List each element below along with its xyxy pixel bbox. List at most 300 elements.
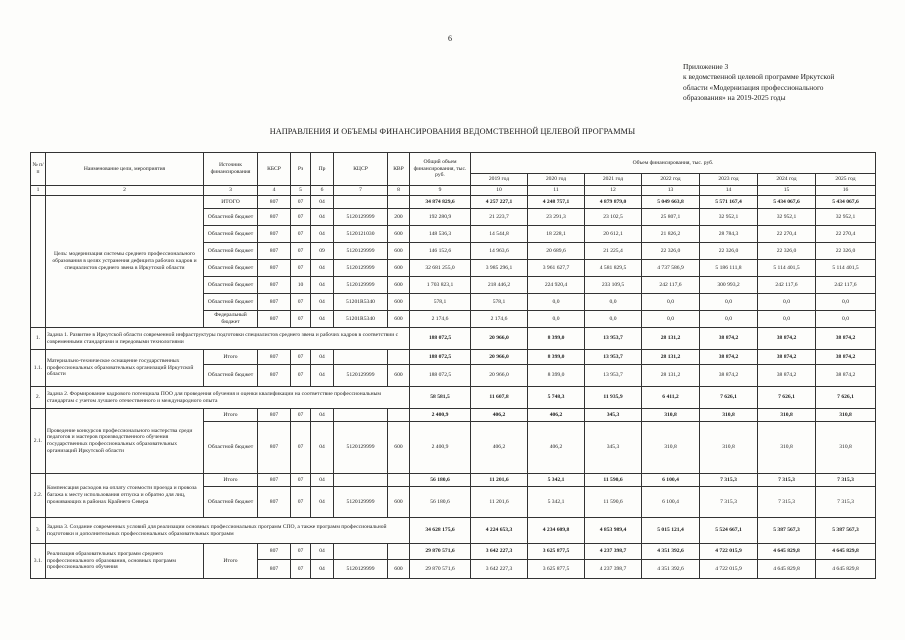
- column-number-cell: 6: [311, 186, 334, 196]
- kbsr-cell: 807: [258, 474, 291, 487]
- year-value-cell: 5 049 663,8: [642, 196, 700, 209]
- year-value-cell: 218 446,2: [471, 277, 528, 294]
- pr-cell: 04: [311, 487, 334, 518]
- pr-cell: 04: [311, 474, 334, 487]
- kbsr-cell: 807: [258, 365, 291, 387]
- year-value-cell: 242 117,6: [816, 277, 876, 294]
- column-number-cell: 5: [291, 186, 311, 196]
- kcsr-cell: 5120129999: [334, 243, 388, 260]
- year-value-cell: 310,8: [700, 422, 758, 474]
- task-row: [31, 387, 876, 409]
- year-value-cell: 4 581 829,5: [585, 260, 642, 277]
- year-value-cell: 18 228,1: [528, 226, 585, 243]
- appendix-line: области «Модернизация профессионального: [683, 82, 824, 92]
- year-value-cell: 4 224 653,3: [471, 518, 528, 544]
- pr-cell: 04: [311, 196, 334, 209]
- year-value-cell: 2 174,6: [471, 311, 528, 328]
- task-text-cell: Задача 3. Создание современных условий для реализации основных профессиональных программ СПО, а также программ профессиональной подготовки и дополнительных профессиональных образовательных программ: [46, 518, 410, 544]
- year-value-cell: 32 952,1: [816, 209, 876, 226]
- source-cell: Федеральный бюджет: [204, 311, 258, 328]
- header-cell: Рз: [291, 153, 311, 186]
- task-num-cell: 2.: [31, 387, 46, 409]
- goal-row: [31, 196, 876, 209]
- column-number-cell: 14: [700, 186, 758, 196]
- kcsr-cell: 5120129999: [334, 277, 388, 294]
- year-value-cell: 32 952,1: [700, 209, 758, 226]
- year-value-cell: 22 270,4: [758, 226, 816, 243]
- source-cell: Итого: [204, 350, 258, 365]
- measure-num-cell: 2.2.: [31, 474, 46, 518]
- year-value-cell: 14 963,6: [471, 243, 528, 260]
- source-cell: Областной бюджет: [204, 277, 258, 294]
- rz-cell: 07: [291, 243, 311, 260]
- kcsr-cell: 5120121030: [334, 226, 388, 243]
- year-value-cell: 5 387 567,3: [758, 518, 816, 544]
- pr-cell: 04: [311, 560, 334, 579]
- task-text-cell: Задача 1. Развитие в Иркутской области современной инфраструктуры подготовки специалистов среднего звена и рабочих кадров в соответствии с современными стандартами и передовыми технологиями: [46, 328, 410, 350]
- year-value-cell: 23 102,5: [585, 209, 642, 226]
- rz-cell: 07: [291, 560, 311, 579]
- header-row: [31, 153, 876, 174]
- year-value-cell: 4 853 989,4: [585, 518, 642, 544]
- kvr-cell: 600: [388, 294, 410, 311]
- rz-cell: 07: [291, 294, 311, 311]
- year-value-cell: 20 966,0: [471, 365, 528, 387]
- year-value-cell: 0,0: [642, 294, 700, 311]
- year-value-cell: 11 590,6: [585, 487, 642, 518]
- year-value-cell: 38 874,2: [816, 350, 876, 365]
- pr-cell: 09: [311, 243, 334, 260]
- year-header-cell: 2020 год: [528, 174, 585, 186]
- year-value-cell: 4 257 227,1: [471, 196, 528, 209]
- year-value-cell: 4 351 392,6: [642, 560, 700, 579]
- year-value-cell: 38 874,2: [700, 328, 758, 350]
- year-value-cell: 20 689,6: [528, 243, 585, 260]
- kcsr-cell: [334, 196, 388, 209]
- measure-row: [31, 350, 876, 365]
- year-value-cell: 406,2: [471, 409, 528, 422]
- column-number-cell: 3: [204, 186, 258, 196]
- total-cell: 188 072,5: [410, 365, 471, 387]
- rz-cell: 10: [291, 277, 311, 294]
- year-value-cell: 242 117,6: [642, 277, 700, 294]
- year-value-cell: 3 625 877,5: [528, 544, 585, 560]
- total-cell: 34 874 829,6: [410, 196, 471, 209]
- source-cell: Итого: [204, 409, 258, 422]
- task-num-cell: 3.: [31, 518, 46, 544]
- year-value-cell: 7 315,3: [700, 487, 758, 518]
- total-cell: 58 581,5: [410, 387, 471, 409]
- source-cell: Областной бюджет: [204, 294, 258, 311]
- kcsr-cell: 5120129999: [334, 209, 388, 226]
- year-value-cell: 4 737 586,9: [642, 260, 700, 277]
- source-cell: Областной бюджет: [204, 226, 258, 243]
- kvr-cell: 600: [388, 487, 410, 518]
- measure-num-cell: 1.1.: [31, 350, 46, 387]
- measure-row: [31, 409, 876, 422]
- kcsr-cell: [334, 350, 388, 365]
- year-value-cell: 22 326,0: [816, 243, 876, 260]
- rz-cell: 07: [291, 487, 311, 518]
- pr-cell: 04: [311, 294, 334, 311]
- task-num-cell: 1.: [31, 328, 46, 350]
- kvr-cell: 600: [388, 277, 410, 294]
- rz-cell: 07: [291, 226, 311, 243]
- year-value-cell: 3 642 227,3: [471, 560, 528, 579]
- rz-cell: 07: [291, 196, 311, 209]
- header-cell: Общий объем финансирования, тыс. руб.: [410, 153, 471, 186]
- total-cell: 2 174,6: [410, 311, 471, 328]
- year-value-cell: 14 544,8: [471, 226, 528, 243]
- year-value-cell: 5 571 167,4: [700, 196, 758, 209]
- year-header-cell: 2023 год: [700, 174, 758, 186]
- kbsr-cell: 807: [258, 350, 291, 365]
- year-header-cell: 2019 год: [471, 174, 528, 186]
- kcsr-cell: 5120129999: [334, 260, 388, 277]
- year-value-cell: 4 645 829,8: [816, 544, 876, 560]
- measure-name-cell: Компенсация расходов на оплату стоимости проезда и провоза багажа к месту использования отпуска и обратно для лиц, проживающих в районах Крайнего Севера: [46, 474, 204, 518]
- kvr-cell: [388, 544, 410, 560]
- year-value-cell: 310,8: [642, 409, 700, 422]
- funding-table: [30, 152, 876, 579]
- year-value-cell: 28 131,2: [642, 365, 700, 387]
- year-value-cell: 32 952,1: [758, 209, 816, 226]
- year-value-cell: 7 315,3: [758, 487, 816, 518]
- year-value-cell: 20 966,0: [471, 328, 528, 350]
- total-cell: 29 870 571,6: [410, 560, 471, 579]
- year-value-cell: 38 874,2: [700, 350, 758, 365]
- kvr-cell: [388, 409, 410, 422]
- year-value-cell: 4 248 757,1: [528, 196, 585, 209]
- year-value-cell: 242 117,6: [758, 277, 816, 294]
- total-cell: 148 536,3: [410, 226, 471, 243]
- total-cell: 2 400,9: [410, 409, 471, 422]
- rz-cell: 07: [291, 350, 311, 365]
- kbsr-cell: 807: [258, 243, 291, 260]
- kvr-cell: [388, 350, 410, 365]
- total-cell: 2 400,9: [410, 422, 471, 474]
- kbsr-cell: 807: [258, 560, 291, 579]
- column-number-cell: 13: [642, 186, 700, 196]
- year-value-cell: 20 966,0: [471, 350, 528, 365]
- year-value-cell: 11 607,8: [471, 387, 528, 409]
- measure-name-cell: Реализация образовательных программ среднего профессионального образования, основных программ профессионального обучения: [46, 544, 204, 579]
- year-value-cell: 38 874,2: [758, 350, 816, 365]
- rz-cell: 07: [291, 544, 311, 560]
- year-value-cell: 578,1: [471, 294, 528, 311]
- year-value-cell: 5 342,1: [528, 487, 585, 518]
- column-number-row: [31, 186, 876, 196]
- column-number-cell: 7: [334, 186, 388, 196]
- year-value-cell: 7 626,1: [758, 387, 816, 409]
- year-value-cell: 310,8: [700, 409, 758, 422]
- kcsr-cell: 51201R5340: [334, 311, 388, 328]
- year-value-cell: 406,2: [471, 422, 528, 474]
- year-value-cell: 21 826,2: [642, 226, 700, 243]
- kbsr-cell: 807: [258, 277, 291, 294]
- year-value-cell: 5 114 401,5: [816, 260, 876, 277]
- year-value-cell: 406,2: [528, 422, 585, 474]
- year-value-cell: 38 874,2: [700, 365, 758, 387]
- appendix-line: образования» на 2019-2025 годы: [683, 93, 786, 103]
- column-number-cell: 16: [816, 186, 876, 196]
- year-header-cell: 2021 год: [585, 174, 642, 186]
- measure-num-cell: 3.1.: [31, 544, 46, 579]
- rz-cell: 07: [291, 311, 311, 328]
- year-value-cell: 21 223,7: [471, 209, 528, 226]
- kvr-cell: 600: [388, 311, 410, 328]
- total-cell: 192 280,9: [410, 209, 471, 226]
- year-value-cell: 6 411,2: [642, 387, 700, 409]
- year-header-cell: 2024 год: [758, 174, 816, 186]
- total-cell: 578,1: [410, 294, 471, 311]
- kvr-cell: 600: [388, 260, 410, 277]
- kcsr-cell: [334, 474, 388, 487]
- year-value-cell: 0,0: [528, 311, 585, 328]
- page-title: НАПРАВЛЕНИЯ И ОБЪЕМЫ ФИНАНСИРОВАНИЯ ВЕДОМСТВЕННОЙ ЦЕЛЕВОЙ ПРОГРАММЫ: [269, 127, 636, 136]
- year-value-cell: 4 722 015,9: [700, 560, 758, 579]
- kcsr-cell: 5120129999: [334, 560, 388, 579]
- source-cell: Областной бюджет: [204, 365, 258, 387]
- total-cell: 188 072,5: [410, 328, 471, 350]
- year-value-cell: 300 993,2: [700, 277, 758, 294]
- table-body: [31, 153, 876, 579]
- goal-name-cell: Цель: модернизация системы среднего профессионального образования в целях устранения дефицита рабочих кадров и специалистов среднего звена в Иркутской области: [46, 196, 204, 328]
- header-cell: КБСР: [258, 153, 291, 186]
- year-value-cell: 4 234 609,8: [528, 518, 585, 544]
- year-value-cell: 23 291,3: [528, 209, 585, 226]
- year-value-cell: 0,0: [816, 311, 876, 328]
- year-value-cell: 5 342,1: [528, 474, 585, 487]
- year-value-cell: 20 612,1: [585, 226, 642, 243]
- pr-cell: 04: [311, 365, 334, 387]
- measure-row: [31, 474, 876, 487]
- year-value-cell: 3 625 877,5: [528, 560, 585, 579]
- kbsr-cell: 807: [258, 409, 291, 422]
- year-value-cell: 38 874,2: [758, 365, 816, 387]
- year-value-cell: 0,0: [700, 294, 758, 311]
- year-value-cell: 4 645 829,8: [758, 560, 816, 579]
- source-cell: Областной бюджет: [204, 260, 258, 277]
- year-value-cell: 8 399,0: [528, 350, 585, 365]
- year-value-cell: 4 722 015,9: [700, 544, 758, 560]
- pr-cell: 04: [311, 277, 334, 294]
- pr-cell: 04: [311, 209, 334, 226]
- year-value-cell: 22 270,4: [816, 226, 876, 243]
- year-value-cell: 3 985 296,1: [471, 260, 528, 277]
- year-value-cell: 5 434 067,6: [816, 196, 876, 209]
- kvr-cell: 200: [388, 209, 410, 226]
- year-value-cell: 4 237 398,7: [585, 560, 642, 579]
- year-value-cell: 5 524 667,1: [700, 518, 758, 544]
- year-value-cell: 345,3: [585, 409, 642, 422]
- year-value-cell: 224 920,4: [528, 277, 585, 294]
- year-value-cell: 310,8: [758, 422, 816, 474]
- pr-cell: 04: [311, 409, 334, 422]
- source-cell: Итого: [204, 544, 258, 579]
- year-value-cell: 0,0: [528, 294, 585, 311]
- column-number-cell: 4: [258, 186, 291, 196]
- source-cell: Областной бюджет: [204, 243, 258, 260]
- pr-cell: 04: [311, 260, 334, 277]
- appendix-note: [683, 62, 883, 104]
- kbsr-cell: 807: [258, 196, 291, 209]
- year-value-cell: 4 645 829,8: [816, 560, 876, 579]
- year-value-cell: 3 642 227,3: [471, 544, 528, 560]
- measure-num-cell: 2.1.: [31, 409, 46, 474]
- rz-cell: 07: [291, 474, 311, 487]
- kbsr-cell: 807: [258, 260, 291, 277]
- kvr-cell: [388, 196, 410, 209]
- rz-cell: 07: [291, 409, 311, 422]
- year-value-cell: 13 953,7: [585, 350, 642, 365]
- year-value-cell: 310,8: [758, 409, 816, 422]
- year-value-cell: 38 874,2: [816, 365, 876, 387]
- pr-cell: 04: [311, 544, 334, 560]
- year-value-cell: 11 590,6: [585, 474, 642, 487]
- year-value-cell: 21 225,4: [585, 243, 642, 260]
- year-value-cell: 38 874,2: [816, 328, 876, 350]
- header-cell: № п/п: [31, 153, 46, 186]
- kvr-cell: 600: [388, 226, 410, 243]
- column-number-cell: 15: [758, 186, 816, 196]
- kbsr-cell: 807: [258, 311, 291, 328]
- source-cell: Итого: [204, 474, 258, 487]
- year-value-cell: 4 879 879,0: [585, 196, 642, 209]
- year-value-cell: 6 100,4: [642, 487, 700, 518]
- total-cell: 146 152,6: [410, 243, 471, 260]
- rz-cell: 07: [291, 209, 311, 226]
- year-value-cell: 7 626,1: [816, 387, 876, 409]
- num-cell: [31, 196, 46, 328]
- year-value-cell: 22 326,0: [700, 243, 758, 260]
- year-value-cell: 0,0: [816, 294, 876, 311]
- year-value-cell: 8 399,0: [528, 365, 585, 387]
- column-number-cell: 1: [31, 186, 46, 196]
- year-header-cell: 2022 год: [642, 174, 700, 186]
- kvr-cell: 600: [388, 365, 410, 387]
- source-cell: ИТОГО: [204, 196, 258, 209]
- pr-cell: 04: [311, 311, 334, 328]
- header-cell: Источник финансирования: [204, 153, 258, 186]
- pr-cell: 04: [311, 422, 334, 474]
- source-cell: Областной бюджет: [204, 487, 258, 518]
- year-value-cell: 5 186 111,8: [700, 260, 758, 277]
- year-value-cell: 0,0: [758, 294, 816, 311]
- kcsr-cell: 5120129999: [334, 422, 388, 474]
- column-number-cell: 11: [528, 186, 585, 196]
- year-value-cell: 5 748,3: [528, 387, 585, 409]
- rz-cell: 07: [291, 365, 311, 387]
- year-value-cell: 22 326,0: [758, 243, 816, 260]
- header-cell: Пр: [311, 153, 334, 186]
- column-number-cell: 9: [410, 186, 471, 196]
- year-value-cell: 28 131,2: [642, 328, 700, 350]
- year-value-cell: 13 953,7: [585, 365, 642, 387]
- year-value-cell: 310,8: [642, 422, 700, 474]
- year-value-cell: 233 109,5: [585, 277, 642, 294]
- kcsr-cell: 5120129999: [334, 365, 388, 387]
- year-value-cell: 310,8: [816, 422, 876, 474]
- total-cell: 56 180,6: [410, 474, 471, 487]
- year-value-cell: 7 626,1: [700, 387, 758, 409]
- rz-cell: 07: [291, 422, 311, 474]
- column-number-cell: 8: [388, 186, 410, 196]
- header-cell: Объем финансирования, тыс. руб.: [471, 153, 876, 174]
- column-number-cell: 10: [471, 186, 528, 196]
- year-value-cell: 345,3: [585, 422, 642, 474]
- year-value-cell: 28 131,2: [642, 350, 700, 365]
- year-value-cell: 7 315,3: [816, 487, 876, 518]
- header-cell: КВР: [388, 153, 410, 186]
- kvr-cell: [388, 474, 410, 487]
- year-value-cell: 11 201,6: [471, 487, 528, 518]
- measure-row: [31, 544, 876, 560]
- year-value-cell: 0,0: [700, 311, 758, 328]
- year-value-cell: 8 399,0: [528, 328, 585, 350]
- year-value-cell: 406,2: [528, 409, 585, 422]
- year-value-cell: 7 315,3: [816, 474, 876, 487]
- year-value-cell: 25 807,1: [642, 209, 700, 226]
- kbsr-cell: 807: [258, 487, 291, 518]
- column-number-cell: 2: [46, 186, 204, 196]
- year-value-cell: 28 784,3: [700, 226, 758, 243]
- task-row: [31, 328, 876, 350]
- page-number: 6: [448, 34, 452, 43]
- year-value-cell: 22 326,0: [642, 243, 700, 260]
- pr-cell: 04: [311, 350, 334, 365]
- kvr-cell: 600: [388, 243, 410, 260]
- kbsr-cell: 807: [258, 209, 291, 226]
- kvr-cell: 600: [388, 560, 410, 579]
- measure-name-cell: Материально-техническое оснащение государственных профессиональных образовательных организаций Иркутской области: [46, 350, 204, 387]
- header-cell: КЦСР: [334, 153, 388, 186]
- year-value-cell: 7 315,3: [758, 474, 816, 487]
- year-value-cell: 13 953,7: [585, 328, 642, 350]
- column-number-cell: 12: [585, 186, 642, 196]
- task-row: [31, 518, 876, 544]
- source-cell: Областной бюджет: [204, 422, 258, 474]
- year-value-cell: 310,8: [816, 409, 876, 422]
- year-value-cell: 7 315,3: [700, 474, 758, 487]
- year-header-cell: 2025 год: [816, 174, 876, 186]
- year-value-cell: 0,0: [585, 311, 642, 328]
- kvr-cell: 600: [388, 422, 410, 474]
- kbsr-cell: 807: [258, 226, 291, 243]
- appendix-line: к ведомственной целевой программе Иркутской: [683, 72, 835, 82]
- measure-name-cell: Проведение конкурсов профессионального мастерства среди педагогов и мастеров производственного обучения государственных профессиональных образовательных организаций Иркутской области: [46, 409, 204, 474]
- task-text-cell: Задача 2. Формирование кадрового потенциала ПОО для проведения обучения и оценки квалификации на соответствие профессиональным стандартам с учетом лучшего отечественного и международного опыта: [46, 387, 410, 409]
- total-cell: 32 681 255,0: [410, 260, 471, 277]
- total-cell: 29 870 571,6: [410, 544, 471, 560]
- rz-cell: 07: [291, 260, 311, 277]
- kbsr-cell: 807: [258, 422, 291, 474]
- pr-cell: 04: [311, 226, 334, 243]
- year-value-cell: 0,0: [642, 311, 700, 328]
- year-value-cell: 38 874,2: [758, 328, 816, 350]
- header-cell: Наименование цели, мероприятия: [46, 153, 204, 186]
- year-value-cell: 4 645 829,8: [758, 544, 816, 560]
- kcsr-cell: [334, 544, 388, 560]
- kcsr-cell: [334, 409, 388, 422]
- year-value-cell: 5 114 401,5: [758, 260, 816, 277]
- total-cell: 34 628 175,6: [410, 518, 471, 544]
- year-value-cell: 4 237 398,7: [585, 544, 642, 560]
- total-cell: 56 180,6: [410, 487, 471, 518]
- kcsr-cell: 51201R5340: [334, 294, 388, 311]
- year-value-cell: 0,0: [585, 294, 642, 311]
- kbsr-cell: 807: [258, 544, 291, 560]
